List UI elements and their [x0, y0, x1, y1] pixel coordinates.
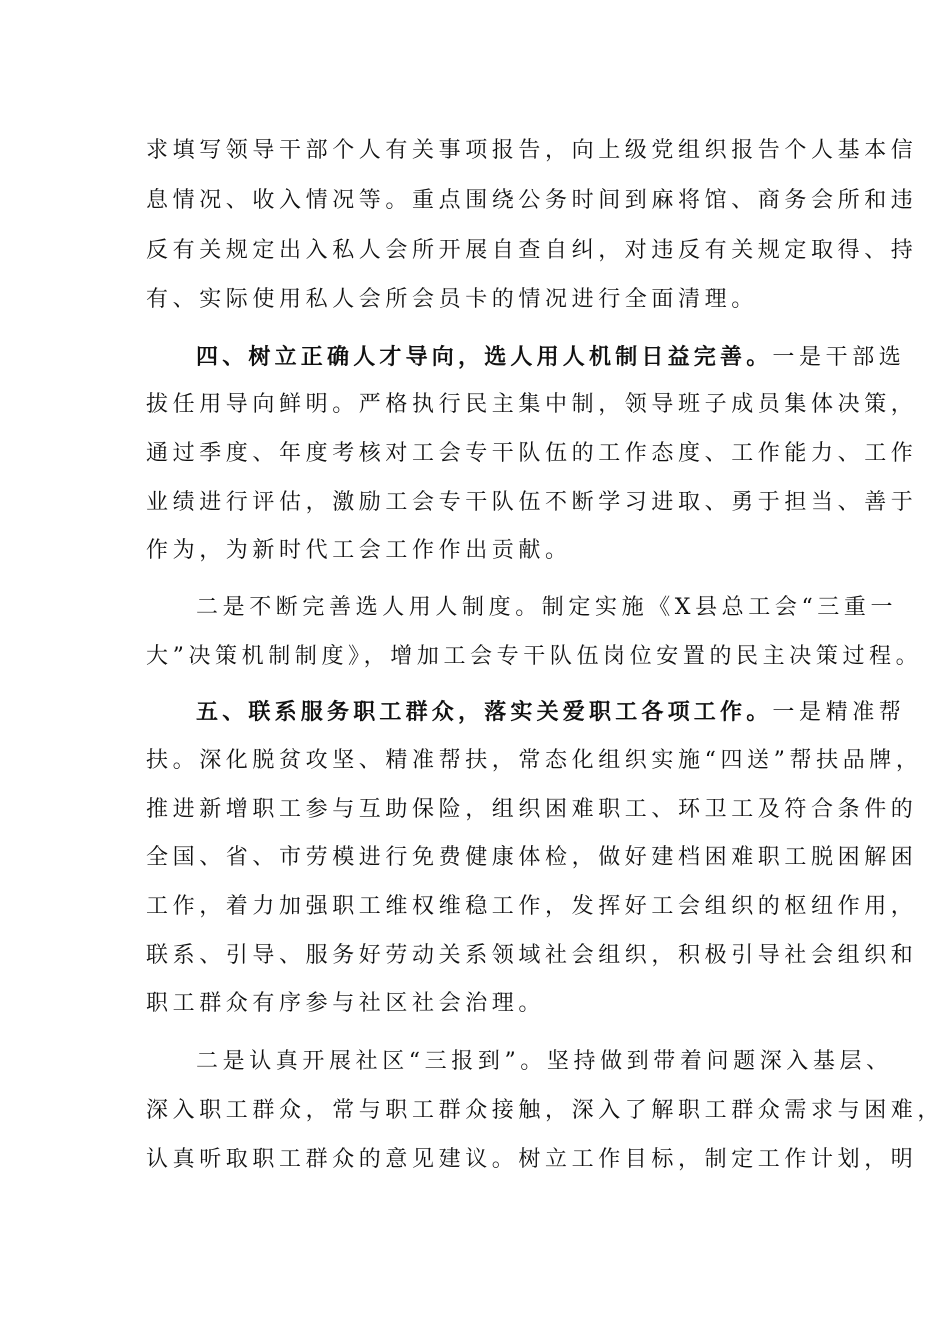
paragraph-4-first-line-rest: 一是精准帮 [772, 700, 906, 725]
paragraph-2-line-4: 业绩进行评估，激励工会专干队伍不断学习进取、勇于担当、善于 [146, 490, 918, 515]
paragraph-2-line-5: 作为，为新时代工会工作作出贡献。 [146, 538, 572, 563]
paragraph-1-line-2: 息情况、收入情况等。重点围绕公务时间到麻将馆、商务会所和违 [146, 188, 918, 213]
paragraph-5-line-2: 深入职工群众，常与职工群众接触，深入了解职工群众需求与困难， [146, 1098, 945, 1123]
paragraph-4-line-2: 扶。深化脱贫攻坚、精准帮扶，常态化组织实施“四送”帮扶品牌， [146, 748, 923, 773]
paragraph-4-first-line [196, 692, 906, 732]
paragraph-1-line-1: 求填写领导干部个人有关事项报告，向上级党组织报告个人基本信 [146, 138, 918, 163]
section-five-heading: 五、联系服务职工群众，落实关爱职工各项工作。 [196, 699, 773, 725]
paragraph-4-line-3: 推进新增职工参与互助保险，组织困难职工、环卫工及符合条件的 [146, 797, 918, 822]
paragraph-1-line-3: 反有关规定出入私人会所开展自查自纠，对违反有关规定取得、持 [146, 238, 918, 263]
paragraph-5-line-3: 认真听取职工群众的意见建议。树立工作目标，制定工作计划，明 [146, 1147, 918, 1172]
paragraph-2-first-line-rest: 一是干部选 [772, 345, 906, 370]
paragraph-1-line-4: 有、实际使用私人会所会员卡的情况进行全面清理。 [146, 287, 758, 312]
paragraph-4-line-7: 职工群众有序参与社区社会治理。 [146, 991, 546, 1016]
paragraph-2-line-2: 拔任用导向鲜明。严格执行民主集中制，领导班子成员集体决策， [146, 392, 918, 417]
paragraph-5-line-1: 二是认真开展社区“三报到”。坚持做到带着问题深入基层、 [196, 1049, 893, 1074]
section-four-heading: 四、树立正确人才导向，选人用人机制日益完善。 [196, 344, 773, 370]
paragraph-3-line-2: 大”决策机制制度》，增加工会专干队伍岗位安置的民主决策过程。 [146, 644, 923, 669]
paragraph-4-line-4: 全国、省、市劳模进行免费健康体检，做好建档困难职工脱困解困 [146, 845, 918, 870]
paragraph-4-line-6: 联系、引导、服务好劳动关系领域社会组织，积极引导社会组织和 [146, 943, 918, 968]
paragraph-3-line-1: 二是不断完善选人用人制度。制定实施《X县总工会“三重一 [196, 595, 898, 620]
paragraph-2-first-line [196, 337, 906, 377]
paragraph-2-line-3: 通过季度、年度考核对工会专干队伍的工作态度、工作能力、工作 [146, 441, 918, 466]
paragraph-4-line-5: 工作，着力加强职工维权维稳工作，发挥好工会组织的枢纽作用， [146, 894, 918, 919]
